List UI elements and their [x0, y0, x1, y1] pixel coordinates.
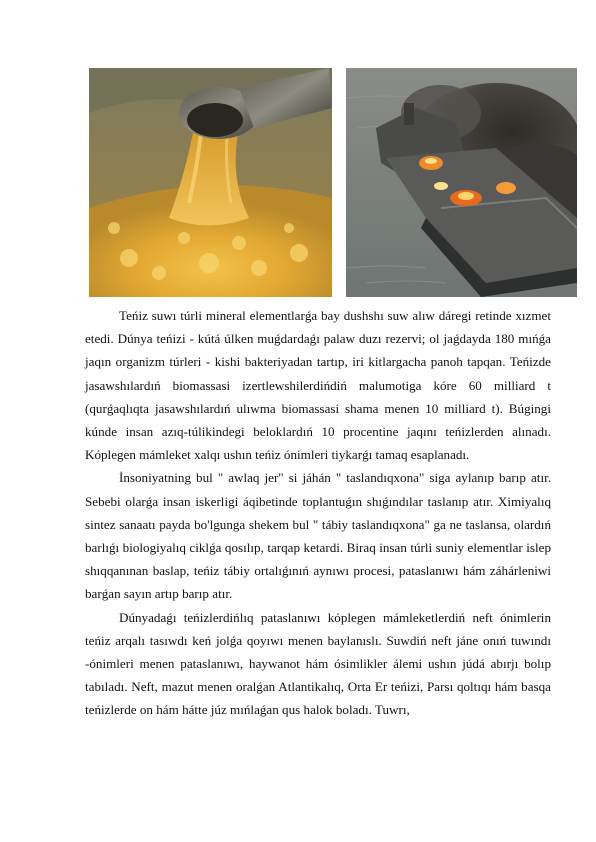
body-text	[85, 304, 551, 722]
sewage-pipe-image	[89, 68, 332, 297]
paragraph-2: İnsoniyatning bul " awlaq jer" si jáhán " taslandıqxona" siga aylanıp barıp atır. Sebebi olarǵa insan iskerligi áqibetinde toplantuǵın shıǵındılar taslanıp atır. Ximiyalıq sintez sanaatı payda bo'lgunga shekem bul " tábiy taslandıqxona" ga ne taslansa, olardıń barlıǵı biologiyalıq ciklǵa qosılıp, tarqap ketardi. Biraq insan túrli suniy elementlar islep shıqqanınan baslap, teńiz tábiy ortalıǵınıń aynıwı procesi, pataslanıwı hám záhárleniwi barǵan sayın artıp barıp atır.	[85, 470, 551, 602]
paragraph-1: Teńiz suwı túrli mineral elementlarǵa bay dushshı suw alıw dáregi retinde xızmet etedi. Dúnya teńizi - kútá úlken muǵdardaǵı palaw duzı rezervi; ol jaǵdayda 180 mıńǵa jaqın organizm túrleri - kishi bakteriyadan tartıp, iri kitlargacha panoh tapqan. Teńizde jasawshılardıń biomassasi izertlewshilerdińdiń malumotiga kóre 60 milliard t (qurǵaqlıqta jasawshılardıń ulıwma biomassasi shama menen 10 milliard t). Búgingi kúnde insan azıq-túlikindegi beloklardıń 10 procentine jaqını teńizlerden alınadı. Kóplegen mámleket xalqı ushın teńiz ónimleri tiykarǵı tamaq esaplanadı.	[85, 308, 551, 463]
oil-tanker-fire-photo	[346, 68, 577, 297]
sewage-pipe-photo	[89, 68, 332, 297]
paragraph-3: Dúnyadaǵı teńizlerdińlıq pataslanıwı kóplegen mámleketlerdiń neft ónimlerin teńiz arqalı tasıwdı keń jolǵa qoyıwı menen baylanıslı. Suwdiń neft jáne onıń tuwındı -ónimleri menen pataslanıwı, haywanot hám ósimlikler álemi ushın júdá abırjı bolıp tabıladı. Neft, mazut menen oralǵan Atlantikalıq, Orta Er teńizi, Parsı qoltıqı hám basqa teńizlerde on hám hátte júz mıńlaǵan qus halok boladı. Tuwrı,	[85, 609, 551, 718]
oil-tanker-fire-image	[346, 68, 577, 297]
